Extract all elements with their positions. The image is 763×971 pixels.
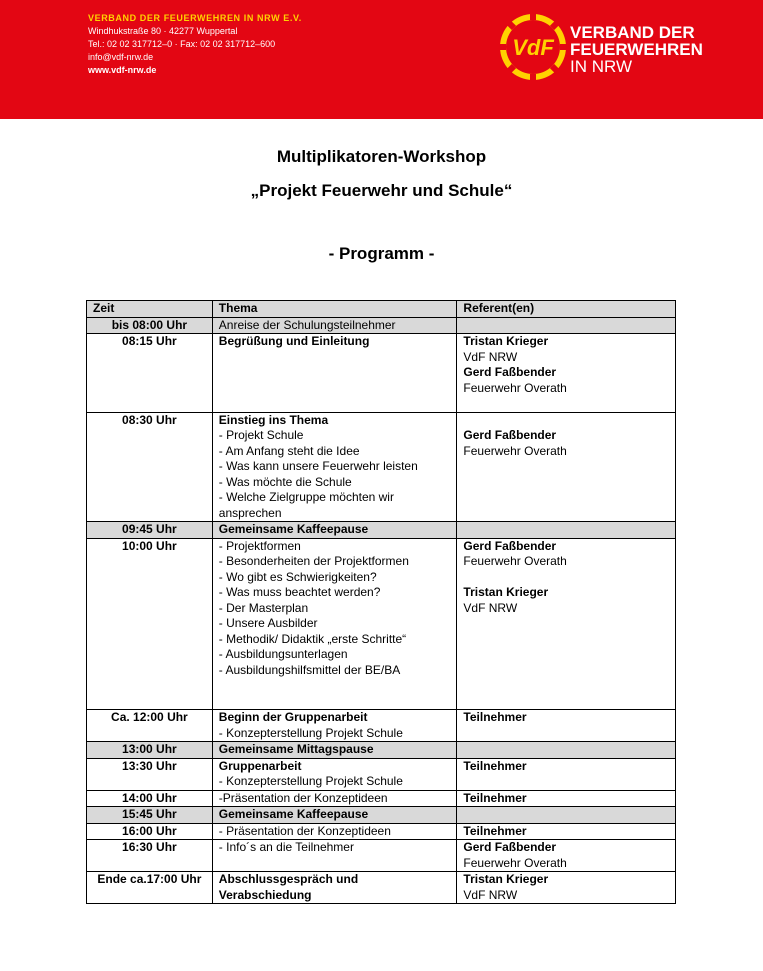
topic-line: - Wo gibt es Schwierigkeiten?: [218, 569, 377, 584]
header-zeit: Zeit: [87, 301, 213, 318]
time-cell: 16:00 Uhr: [87, 823, 213, 840]
logo-mark-text: VdF: [512, 35, 554, 60]
topic-line: - Präsentation der Konzeptideen: [218, 823, 391, 838]
organization-address-block: [88, 12, 302, 77]
topic-cell: [212, 742, 457, 759]
topic-line: - Projekt Schule: [218, 428, 304, 442]
topic-line: - Besonderheiten der Projektformen: [218, 554, 409, 568]
time-cell: 10:00 Uhr: [87, 538, 213, 710]
time-cell: 13:30 Uhr: [87, 758, 213, 790]
phone-fax: Tel.: 02 02 317712–0 · Fax: 02 02 317712–600: [88, 39, 276, 49]
topic-line: - Welche Zielgruppe möchten wir ansprechen: [218, 490, 394, 520]
document-title: Multiplikatoren-Workshop: [276, 147, 487, 166]
topic-cell: [212, 790, 457, 807]
table-row: [87, 538, 676, 710]
speaker-cell: [457, 823, 676, 840]
topic-line: Gemeinsame Kaffeepause: [218, 522, 369, 536]
speaker-cell: [457, 412, 676, 522]
topic-line: - Am Anfang steht die Idee: [218, 443, 360, 458]
logo-line-2: FEUERWEHREN: [570, 40, 703, 59]
website-url: www.vdf-nrw.de: [88, 65, 157, 75]
topic-line: Abschlussgespräch und Verabschiedung: [218, 872, 359, 902]
speaker-line: Feuerwehr Overath: [463, 554, 567, 568]
topic-cell: [212, 823, 457, 840]
speaker-cell: [457, 758, 676, 790]
topic-line: - Konzepterstellung Projekt Schule: [218, 774, 403, 788]
topic-cell: [212, 710, 457, 742]
topic-line: [219, 694, 451, 710]
table-row: [87, 807, 676, 824]
speaker-line: VdF NRW: [463, 600, 518, 615]
speaker-line: [463, 570, 669, 586]
logo-wordmark: [570, 24, 703, 75]
table-row: [87, 840, 676, 872]
topic-line: - Ausbildungsunterlagen: [218, 647, 348, 661]
email-address: info@vdf-nrw.de: [88, 52, 154, 62]
speaker-line: Feuerwehr Overath: [463, 855, 567, 870]
topic-line: Begrüßung und Einleitung: [218, 334, 370, 348]
topic-line: Gemeinsame Mittagspause: [218, 742, 374, 756]
speaker-line: Tristan Krieger: [463, 585, 549, 599]
speaker-line: Gerd Faßbender: [463, 428, 557, 442]
speaker-cell: [457, 872, 676, 904]
document-subtitle: „Projekt Feuerwehr und Schule“: [250, 181, 513, 200]
header-referenten: Referent(en): [457, 301, 676, 318]
topic-line: - Methodik/ Didaktik „erste Schritte“: [218, 631, 407, 646]
topic-cell: [212, 807, 457, 824]
organization-name: VERBAND DER FEUERWEHREN IN NRW E.V.: [88, 13, 302, 23]
topic-line: - Unsere Ausbilder: [218, 616, 318, 630]
table-header-row: [87, 301, 676, 318]
time-cell: 08:15 Uhr: [87, 334, 213, 413]
table-row: [87, 742, 676, 759]
topic-line: - Was kann unsere Feuerwehr leisten: [218, 459, 418, 473]
speaker-cell: [457, 334, 676, 413]
speaker-cell: [457, 317, 676, 334]
logo-line-3: IN NRW: [570, 57, 633, 76]
street-address: Windhukstraße 80 · 42277 Wuppertal: [88, 26, 238, 36]
logo-line-1: VERBAND DER: [570, 23, 695, 42]
topic-cell: [212, 538, 457, 710]
speaker-line: Tristan Krieger: [463, 334, 549, 348]
table-row: [87, 317, 676, 334]
table-row: [87, 872, 676, 904]
table-row: [87, 758, 676, 790]
speaker-line: Gerd Faßbender: [463, 840, 557, 854]
speaker-line: Teilnehmer: [463, 790, 527, 805]
table-row: [87, 790, 676, 807]
topic-cell: [212, 317, 457, 334]
table-row: [87, 522, 676, 539]
header-thema: Thema: [212, 301, 457, 318]
topic-line: - Ausbildungshilfsmittel der BE/BA: [218, 662, 401, 677]
topic-line: [219, 678, 451, 694]
speaker-line: Gerd Faßbender: [463, 538, 557, 553]
topic-cell: [212, 758, 457, 790]
topic-line: Gruppenarbeit: [218, 758, 302, 773]
speaker-cell: [457, 710, 676, 742]
time-cell: 16:30 Uhr: [87, 840, 213, 872]
topic-line: Beginn der Gruppenarbeit: [218, 710, 368, 724]
table-row: [87, 823, 676, 840]
speaker-line: Teilnehmer: [463, 823, 527, 838]
schedule-table: [86, 300, 676, 904]
topic-line: Anreise der Schulungsteilnehmer: [218, 317, 396, 332]
time-cell: 09:45 Uhr: [87, 522, 213, 539]
speaker-line: Teilnehmer: [463, 710, 527, 724]
speaker-cell: [457, 807, 676, 824]
speaker-line: Teilnehmer: [463, 758, 527, 773]
topic-cell: [212, 522, 457, 539]
speaker-cell: [457, 840, 676, 872]
topic-line: -Präsentation der Konzeptideen: [218, 790, 388, 805]
topic-line: - Der Masterplan: [218, 600, 309, 615]
topic-line: - Konzepterstellung Projekt Schule: [218, 725, 403, 740]
speaker-line: VdF NRW: [463, 887, 518, 902]
time-cell: Ca. 12:00 Uhr: [87, 710, 213, 742]
program-heading: - Programm -: [328, 244, 435, 263]
topic-line: Gemeinsame Kaffeepause: [218, 807, 369, 821]
speaker-line: Gerd Faßbender: [463, 365, 557, 379]
topic-line: - Info´s an die Teilnehmer: [218, 840, 354, 854]
topic-line: - Was muss beachtet werden?: [218, 585, 381, 599]
time-cell: Ende ca.17:00 Uhr: [87, 872, 213, 904]
topic-line: - Was möchte die Schule: [218, 474, 352, 489]
speaker-line: Feuerwehr Overath: [463, 380, 567, 395]
topic-cell: [212, 334, 457, 413]
time-cell: 08:30 Uhr: [87, 412, 213, 522]
table-row: [87, 710, 676, 742]
topic-cell: [212, 872, 457, 904]
speaker-line: [463, 413, 669, 429]
topic-cell: [212, 412, 457, 522]
topic-cell: [212, 840, 457, 872]
time-cell: bis 08:00 Uhr: [87, 317, 213, 334]
speaker-line: Tristan Krieger: [463, 872, 549, 886]
speaker-line: [463, 396, 669, 412]
time-cell: 15:45 Uhr: [87, 807, 213, 824]
table-row: [87, 334, 676, 413]
table-row: [87, 412, 676, 522]
speaker-cell: [457, 538, 676, 710]
topic-line: Einstieg ins Thema: [218, 412, 329, 427]
time-cell: 13:00 Uhr: [87, 742, 213, 759]
speaker-cell: [457, 742, 676, 759]
speaker-line: Feuerwehr Overath: [463, 443, 567, 458]
speaker-cell: [457, 790, 676, 807]
time-cell: 14:00 Uhr: [87, 790, 213, 807]
topic-line: - Projektformen: [218, 538, 301, 553]
speaker-line: VdF NRW: [463, 349, 518, 364]
speaker-cell: [457, 522, 676, 539]
